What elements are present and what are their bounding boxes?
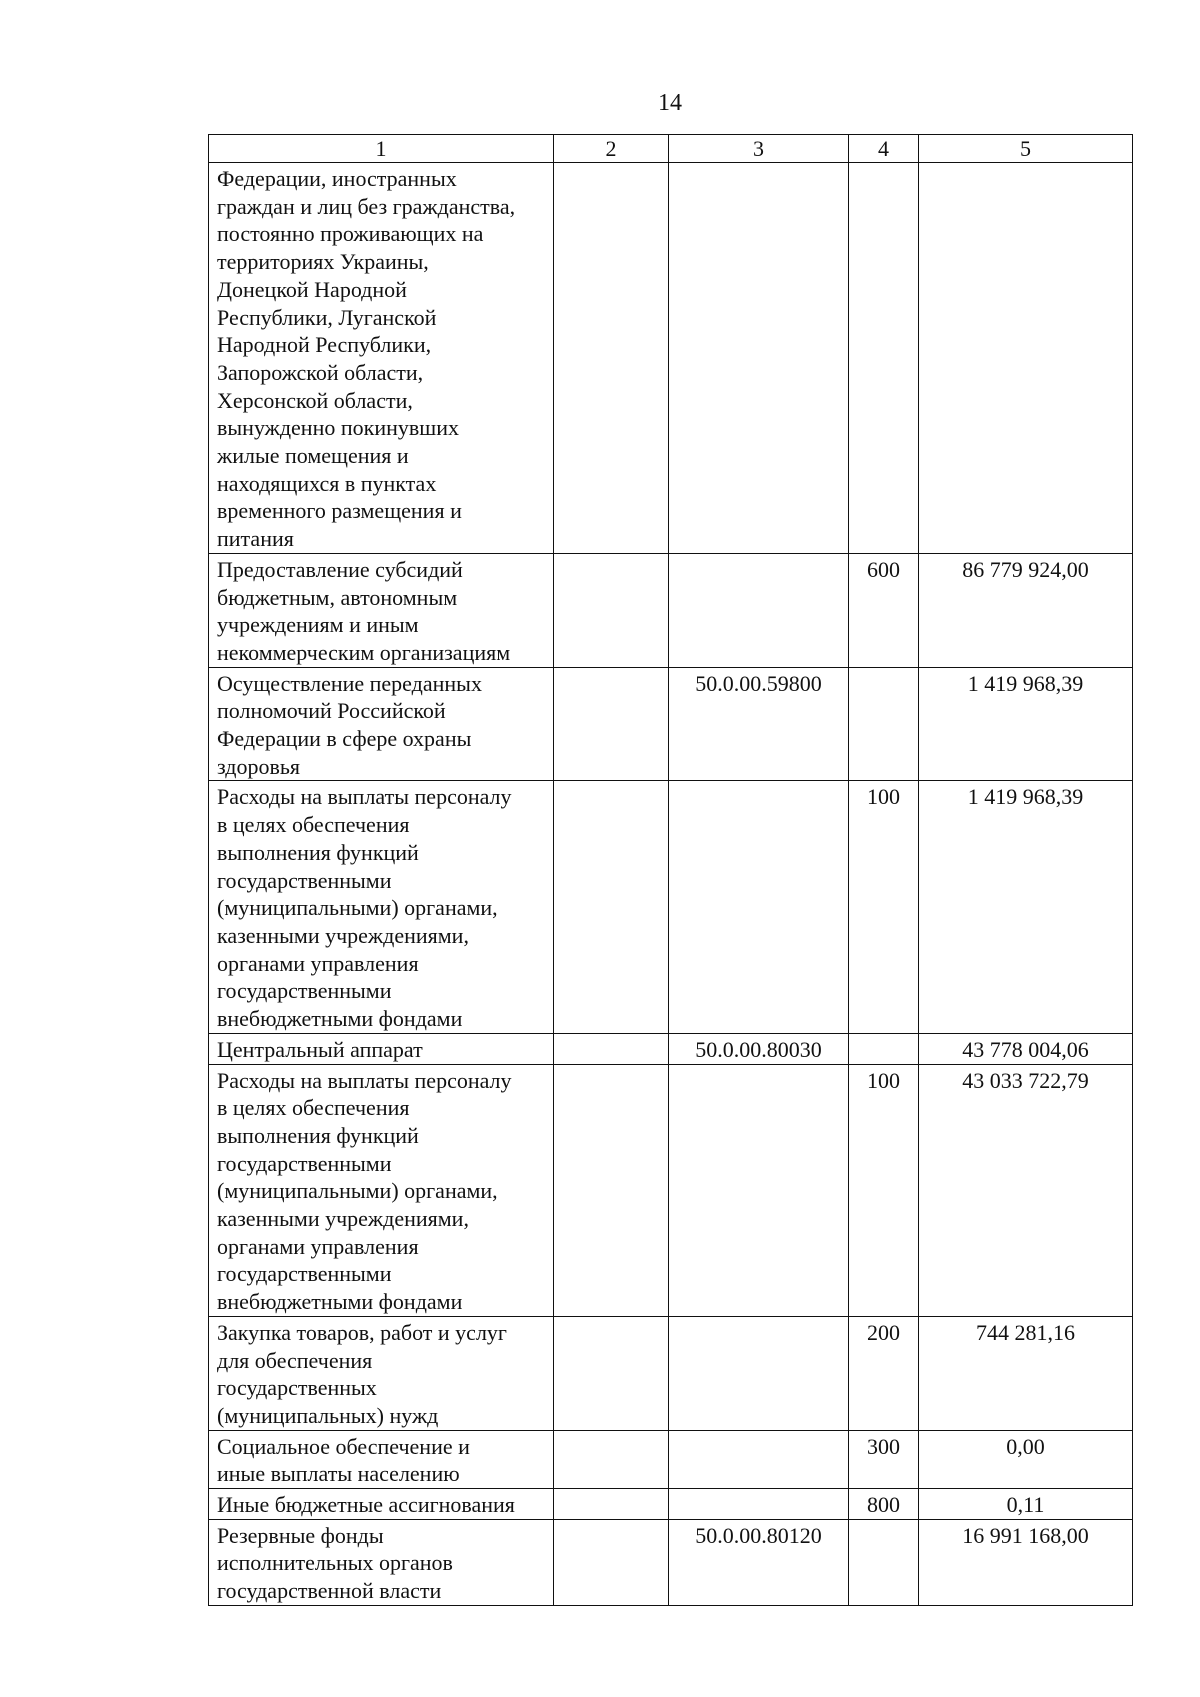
table-row <box>209 163 1133 554</box>
header-col-1: 1 <box>209 135 554 163</box>
row-col-2 <box>554 667 669 781</box>
header-col-5: 5 <box>919 135 1133 163</box>
row-expense-type <box>849 1519 919 1605</box>
row-amount: 0,11 <box>919 1489 1133 1520</box>
row-col-2 <box>554 553 669 667</box>
header-col-4: 4 <box>849 135 919 163</box>
row-amount: 43 033 722,79 <box>919 1064 1133 1316</box>
table-row <box>209 667 1133 781</box>
table-row <box>209 1489 1133 1520</box>
row-name: Расходы на выплаты персоналу в целях обеспечения выполнения функций государственными (муниципальными) органами, казенными учреждениями, органами управления государственными внебюджетными фондами <box>217 784 512 1032</box>
row-amount: 86 779 924,00 <box>919 553 1133 667</box>
row-name: Резервные фонды исполнительных органов государственной власти <box>217 1522 453 1604</box>
table-row <box>209 1519 1133 1605</box>
page-number: 14 <box>658 90 682 116</box>
row-name-cell <box>209 1519 554 1605</box>
row-expense-type <box>849 163 919 554</box>
row-name-cell <box>209 781 554 1033</box>
row-expense-type: 800 <box>849 1489 919 1520</box>
row-expense-type: 100 <box>849 781 919 1033</box>
row-expense-type: 300 <box>849 1430 919 1488</box>
header-col-3: 3 <box>669 135 849 163</box>
row-name-cell <box>209 1489 554 1520</box>
row-expense-type <box>849 1033 919 1064</box>
row-name-cell <box>209 1033 554 1064</box>
table-row <box>209 781 1133 1033</box>
row-name: Предоставление субсидий бюджетным, автономным учреждениям и иным некоммерческим организациям <box>217 556 511 665</box>
row-name-cell <box>209 553 554 667</box>
row-code <box>669 1430 849 1488</box>
row-name-cell <box>209 1430 554 1488</box>
row-amount: 43 778 004,06 <box>919 1033 1133 1064</box>
row-amount: 0,00 <box>919 1430 1133 1488</box>
row-code: 50.0.00.80030 <box>669 1033 849 1064</box>
table-row <box>209 1430 1133 1488</box>
table-row <box>209 1033 1133 1064</box>
row-amount: 744 281,16 <box>919 1316 1133 1430</box>
row-code: 50.0.00.59800 <box>669 667 849 781</box>
row-name: Закупка товаров, работ и услуг для обеспечения государственных (муниципальных) нужд <box>217 1319 507 1428</box>
table-row <box>209 553 1133 667</box>
row-name: Центральный аппарат <box>217 1036 423 1062</box>
row-amount <box>919 163 1133 554</box>
row-name-cell <box>209 163 554 554</box>
row-name-cell <box>209 1064 554 1316</box>
row-expense-type: 200 <box>849 1316 919 1430</box>
row-name: Социальное обеспечение и иные выплаты населению <box>217 1433 470 1487</box>
row-amount: 1 419 968,39 <box>919 667 1133 781</box>
row-code <box>669 553 849 667</box>
budget-table <box>208 134 1133 1606</box>
row-code: 50.0.00.80120 <box>669 1519 849 1605</box>
row-expense-type <box>849 667 919 781</box>
row-amount: 1 419 968,39 <box>919 781 1133 1033</box>
row-code <box>669 781 849 1033</box>
row-amount: 16 991 168,00 <box>919 1519 1133 1605</box>
row-col-2 <box>554 1033 669 1064</box>
row-expense-type: 600 <box>849 553 919 667</box>
row-col-2 <box>554 163 669 554</box>
row-col-2 <box>554 1430 669 1488</box>
row-col-2 <box>554 1489 669 1520</box>
row-code <box>669 163 849 554</box>
row-expense-type: 100 <box>849 1064 919 1316</box>
table-header-row <box>209 135 1133 163</box>
table-row <box>209 1064 1133 1316</box>
row-code <box>669 1064 849 1316</box>
row-code <box>669 1489 849 1520</box>
row-name: Осуществление переданных полномочий Российской Федерации в сфере охраны здоровья <box>217 670 482 779</box>
row-code <box>669 1316 849 1430</box>
row-name-cell <box>209 667 554 781</box>
row-name: Иные бюджетные ассигнования <box>217 1492 515 1518</box>
row-name: Федерации, иностранных граждан и лиц без гражданства, постоянно проживающих на территориях Украины, Донецкой Народной Республики, Луганской Народной Республики, Запорожской области, Херсонской области, вынужденно покинувших жилые помещения и находящихся в пунктах временного размещения и питания <box>217 166 516 552</box>
table-row <box>209 1316 1133 1430</box>
row-col-2 <box>554 1316 669 1430</box>
header-col-2: 2 <box>554 135 669 163</box>
row-col-2 <box>554 1519 669 1605</box>
row-col-2 <box>554 781 669 1033</box>
row-col-2 <box>554 1064 669 1316</box>
row-name-cell <box>209 1316 554 1430</box>
row-name: Расходы на выплаты персоналу в целях обеспечения выполнения функций государственными (муниципальными) органами, казенными учреждениями, органами управления государственными внебюджетными фондами <box>217 1067 512 1315</box>
